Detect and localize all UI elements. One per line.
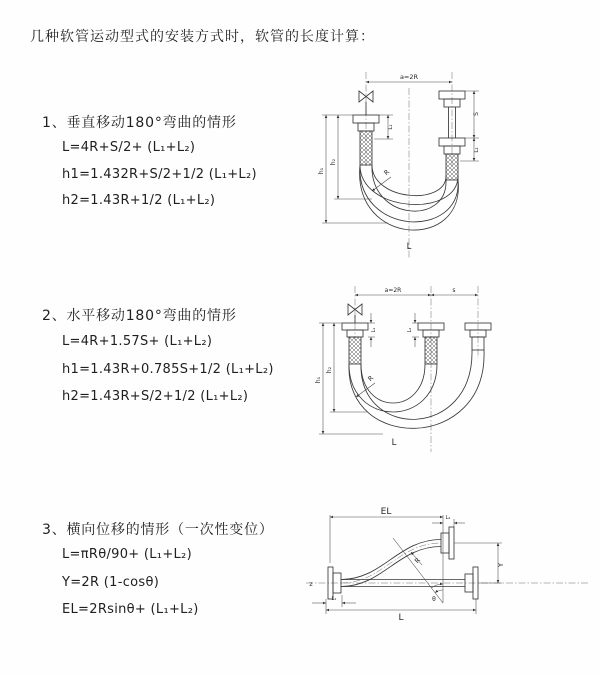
radius-label: R (413, 556, 423, 566)
page-title: 几种软管运动型式的安装方式时，软管的长度计算： (30, 29, 375, 45)
radius-label: R (382, 168, 392, 178)
dim-label-l1: L₁ (331, 596, 337, 602)
dim-label-l1: L₁ (371, 327, 377, 333)
section-1-formula-h2: h2=1.43R+1/2 (L₁+L₂) (62, 193, 216, 208)
dim-label-h1: h₁ (318, 167, 325, 175)
dim-label-l2: L₂ (407, 327, 413, 333)
braided-hose-left (349, 337, 361, 364)
hose-drawing (328, 527, 478, 599)
section-1-formula-h1: h1=1.432R+S/2+1/2 (L₁+L₂) (62, 167, 257, 182)
dimension-lines (322, 82, 479, 223)
dim-label-a2r: a=2R (399, 73, 419, 81)
section-2-formula-h1: h1=1.43R+0.785S+1/2 (L₁+L₂) (62, 362, 274, 377)
dim-label-h2: h₂ (330, 158, 337, 166)
dimension-lines (319, 295, 478, 434)
centerlines (355, 286, 478, 452)
diagram-lateral-displacement (298, 503, 596, 641)
dim-label-l1: L₁ (388, 124, 394, 130)
angle-arc (431, 584, 443, 588)
diagram-horizontal-180-bend (308, 280, 598, 458)
section-1-formula-L: L=4R+S/2+ (L₁+L₂) (62, 140, 196, 155)
dim-label-h2: h₂ (326, 366, 333, 374)
axis-marker-z: z (309, 580, 313, 588)
section-3-formula-L: L=πRθ/90+ (L₁+L₂) (62, 547, 192, 562)
braided-hose-middle (425, 337, 437, 364)
hose-drawing (342, 304, 491, 428)
section-2-formula-h2: h2=1.43R+S/2+1/2 (L₁+L₂) (62, 389, 249, 404)
section-2-formula-L: L=4R+1.57S+ (L₁+L₂) (62, 334, 213, 349)
top-right-flange (449, 527, 454, 559)
section-2-heading: 2、水平移动180°弯曲的情形 (42, 308, 237, 324)
dim-label-h1: h₁ (315, 376, 322, 384)
dim-label-a2r: a=2R (384, 287, 402, 294)
diagram-vertical-180-bend (308, 66, 583, 264)
dim-label-s: s (452, 287, 456, 294)
centerlines (306, 543, 590, 583)
section-3-formula-EL: EL=2Rsinθ+ (L₁+L₂) (62, 602, 199, 617)
dim-label-el: EL (380, 507, 392, 517)
braided-hose-left (360, 131, 372, 165)
dim-label-l2: L₂ (474, 147, 480, 153)
braided-hose-right (446, 154, 458, 180)
radius-label: R (366, 374, 376, 384)
dim-label-y: Y (497, 562, 505, 568)
length-label: L (406, 242, 412, 252)
radius-diagonal-line (393, 538, 443, 603)
section-1-heading: 1、垂直移动180°弯曲的情形 (42, 115, 237, 131)
dim-label-l2: L₂ (445, 515, 451, 521)
section-3-formula-Y: Y=2R (1-cosθ) (62, 575, 160, 590)
angle-label: θ (432, 596, 436, 603)
length-label: L (398, 613, 404, 623)
length-label: L (391, 438, 397, 448)
u-curve-position-1 (349, 364, 437, 412)
section-3-heading: 3、横向位移的情形（一次性变位） (42, 522, 274, 538)
dim-label-s: S (473, 112, 480, 116)
s-curve-hose (341, 540, 441, 580)
